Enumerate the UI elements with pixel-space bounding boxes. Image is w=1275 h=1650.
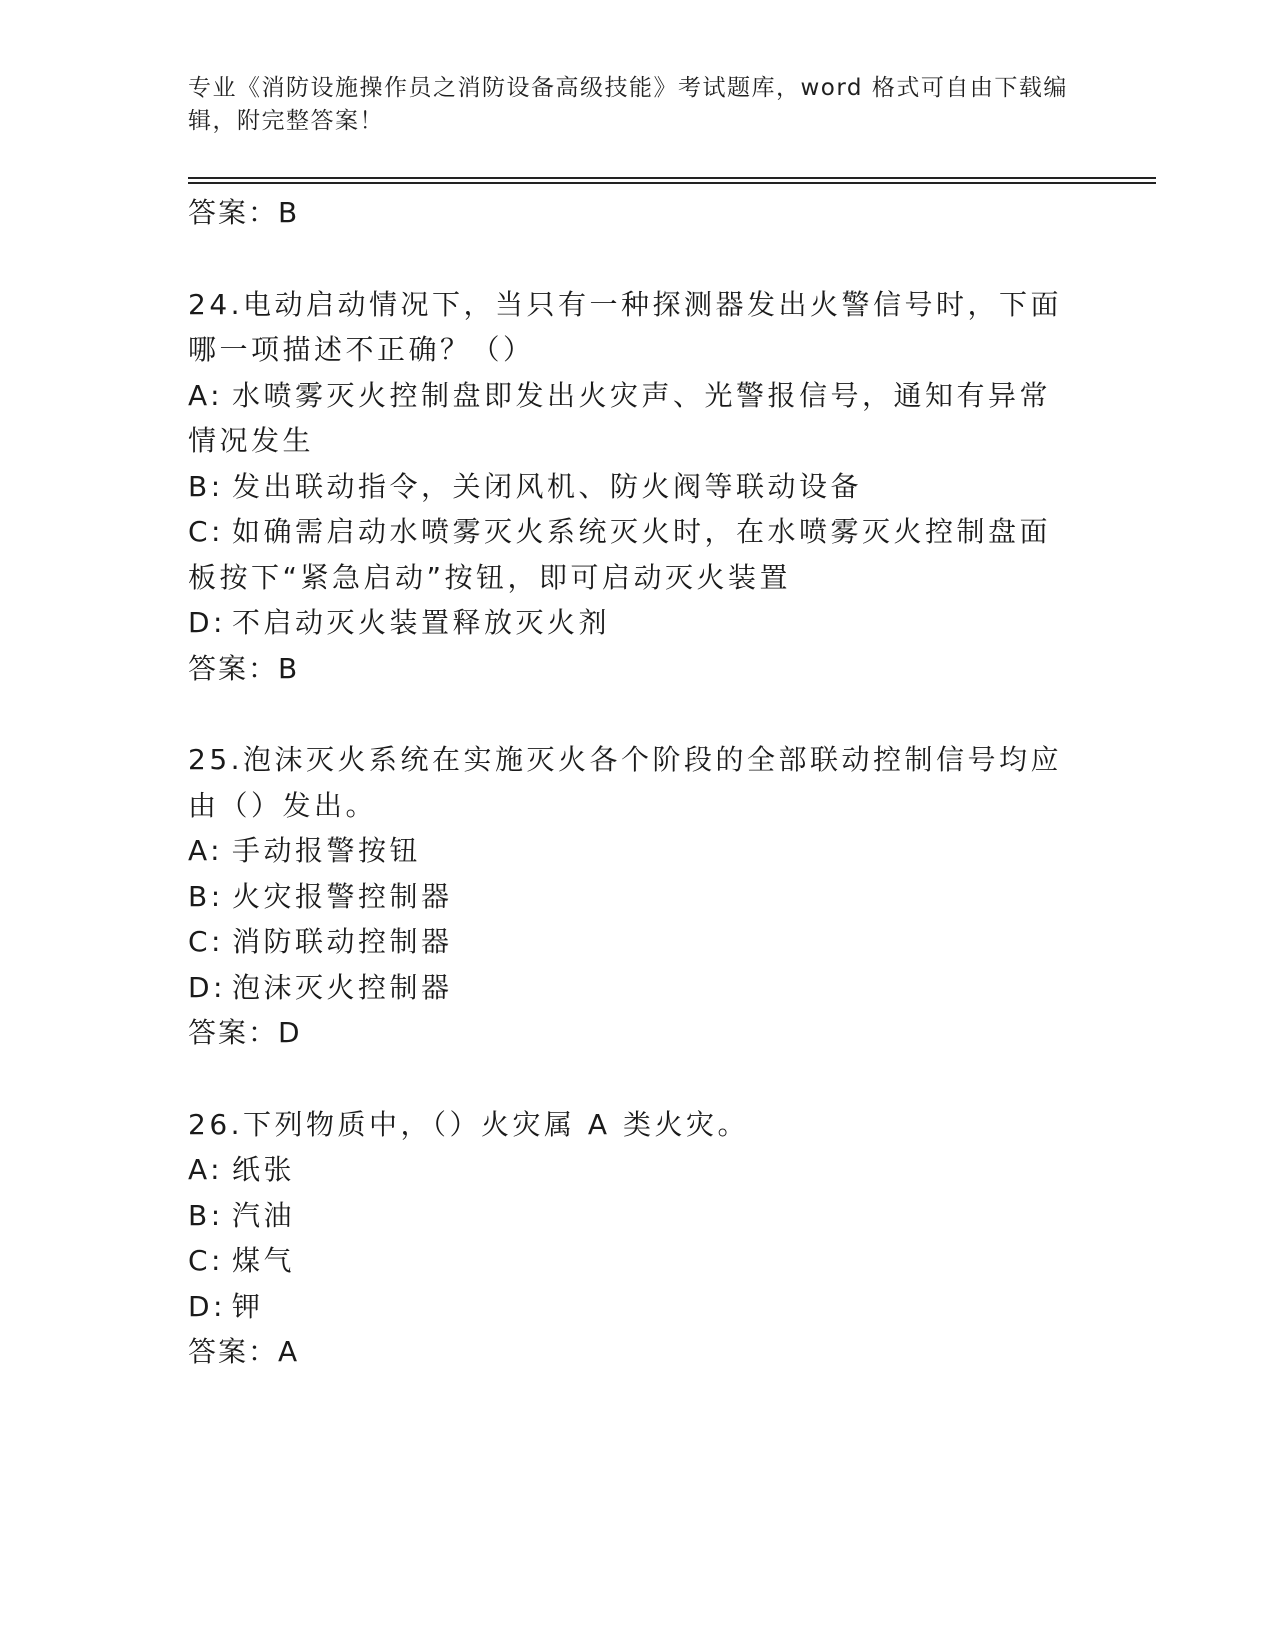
option-text: 泡沫灭火控制器 xyxy=(232,970,453,1004)
option-c xyxy=(188,509,1068,600)
option-text: 如确需启动水喷雾灭火系统灭火时，在水喷雾灭火控制盘面板按下“紧急启动”按钮，即可启动灭火装置 xyxy=(188,515,1052,594)
question-stem: 25.泡沫灭火系统在实施灭火各个阶段的全部联动控制信号均应由（）发出。 xyxy=(188,743,1063,822)
option-b xyxy=(188,464,1068,510)
option-text: 汽油 xyxy=(232,1198,296,1232)
answer-line: 答案：D xyxy=(188,1016,302,1049)
option-a xyxy=(188,1147,1068,1193)
option-text: 纸张 xyxy=(232,1153,296,1186)
option-d xyxy=(188,1284,1068,1330)
question-stem: 24.电动启动情况下，当只有一种探测器发出火警信号时，下面哪一项描述不正确？（） xyxy=(188,287,1063,366)
option-c xyxy=(188,919,1068,965)
question-25 xyxy=(188,737,1068,1056)
option-label: C: xyxy=(188,515,224,548)
option-b xyxy=(188,874,1068,920)
option-text: 发出联动指令，关闭风机、防火阀等联动设备 xyxy=(232,469,863,503)
option-c xyxy=(188,1238,1068,1284)
answer-line: 答案：A xyxy=(188,1335,300,1368)
option-text: 不启动灭火装置释放灭火剂 xyxy=(232,606,611,639)
question-stem: 26.下列物质中，（）火灾属 A 类火灾。 xyxy=(188,1107,749,1141)
previous-answer: 答案：B xyxy=(188,196,300,229)
option-label: B: xyxy=(188,469,224,503)
option-label: A: xyxy=(188,378,224,412)
option-d xyxy=(188,965,1068,1011)
option-text: 手动报警按钮 xyxy=(232,834,422,867)
option-label: D: xyxy=(188,606,226,639)
option-label: A: xyxy=(188,1153,224,1186)
option-label: B: xyxy=(188,1198,224,1232)
answer-line: 答案：B xyxy=(188,651,300,685)
document-body xyxy=(188,190,1068,1375)
option-label: D: xyxy=(188,1289,226,1323)
header-rule-top xyxy=(188,177,1156,179)
option-d xyxy=(188,600,1068,646)
question-24 xyxy=(188,282,1068,692)
option-label: C: xyxy=(188,1244,224,1277)
option-text: 钾 xyxy=(232,1289,264,1323)
header-rule-bottom xyxy=(188,182,1156,184)
option-text: 水喷雾灭火控制盘即发出火灾声、光警报信号，通知有异常情况发生 xyxy=(188,378,1052,457)
option-text: 火灾报警控制器 xyxy=(232,879,453,913)
option-label: C: xyxy=(188,925,224,958)
option-label: A: xyxy=(188,834,224,867)
option-text: 煤气 xyxy=(232,1244,296,1277)
header-note: 专业《消防设施操作员之消防设备高级技能》考试题库，word 格式可自由下载编辑，附完整答案！ xyxy=(188,75,1068,134)
option-b xyxy=(188,1193,1068,1239)
option-label: B: xyxy=(188,879,224,913)
option-label: D: xyxy=(188,970,226,1004)
option-a xyxy=(188,828,1068,874)
question-26 xyxy=(188,1102,1068,1375)
option-a xyxy=(188,373,1068,464)
option-text: 消防联动控制器 xyxy=(232,925,453,958)
